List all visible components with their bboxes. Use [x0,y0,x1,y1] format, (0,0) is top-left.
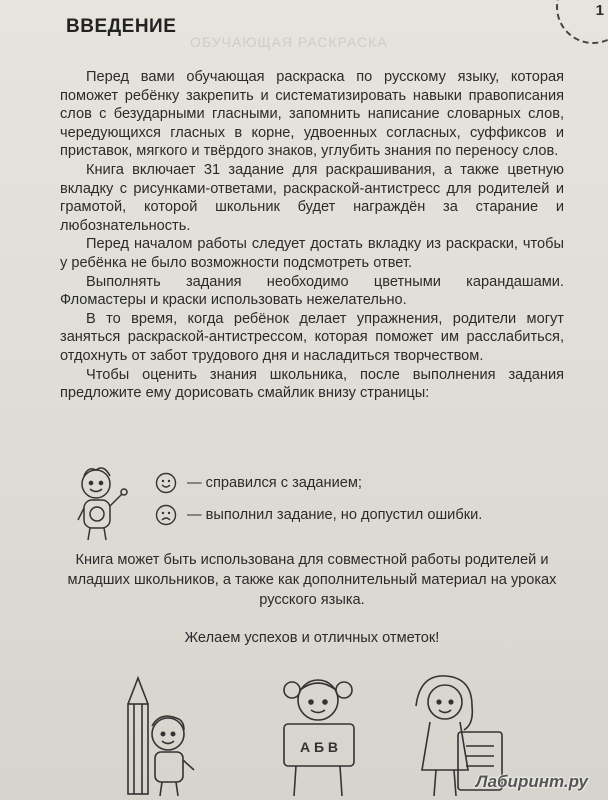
girl-with-board-illustration [284,680,354,796]
legend-happy [155,472,362,494]
faint-header-bleed: ОБУЧАЮЩАЯ РАСКРАСКА [190,34,388,50]
boy-illustration [152,716,194,796]
closing-paragraph: Книга может быть использована для совместной работы родителей и младших школьников, а также как дополнительный материал на уроках русского языка. [67,552,557,608]
smiley-legend [70,462,570,542]
boy-mascot-illustration [70,464,132,542]
paragraph: Перед началом работы следует достать вкладку из раскраски, чтобы у ребёнка не было возможности подсмотреть ответ. [60,236,564,271]
legend-sad [155,504,482,526]
smiley-happy-icon [155,472,177,494]
intro-text [60,68,564,403]
paragraph: Книга включает 31 задание для раскрашивания, а также цветную вкладку с рисунками-ответами, раскраской-антистресс для родителей и грамотой, которой школьник будет награждён за старание и любознательность. [60,161,564,234]
page-number: 1 [595,2,604,19]
smiley-sad-icon [155,504,177,526]
paragraph: Перед вами обучающая раскраска по русскому языку, которая поможет ребёнку закрепить и систематизировать навыки правописания слов с безударными гласными, запомнить написание словарных слов, чередующихся гласных в корне, удвоенных согласных, суффиксов и приставок, мягкого и твёрдого знаков, углубить знания по переносу слов. [60,69,564,160]
site-watermark: Лабиринт.ру [475,772,588,791]
board-letters: А Б В [299,739,339,755]
paragraph: Чтобы оценить знания школьника, после выполнения задания предложите ему дорисовать смайлик внизу страницы: [60,366,564,402]
paragraph: В то время, когда ребёнок делает упражнения, родители могут заняться раскраской-антистрессом, которая поможет им расслабиться, отдохнуть от забот трудового дня и насладиться творчеством. [60,310,564,364]
legend-sad-text: — выполнил задание, но допустил ошибки. [187,507,483,523]
paragraph: Выполнять задания необходимо цветными карандашами. Фломастеры и краски использовать нежелательно. [60,273,564,309]
wish-line: Желаем успехов и отличных отметок! [184,630,440,646]
pencil-illustration [128,678,148,794]
page-title: ВВЕДЕНИЕ [66,16,177,37]
legend-happy-text: — справился с заданием; [187,475,362,491]
